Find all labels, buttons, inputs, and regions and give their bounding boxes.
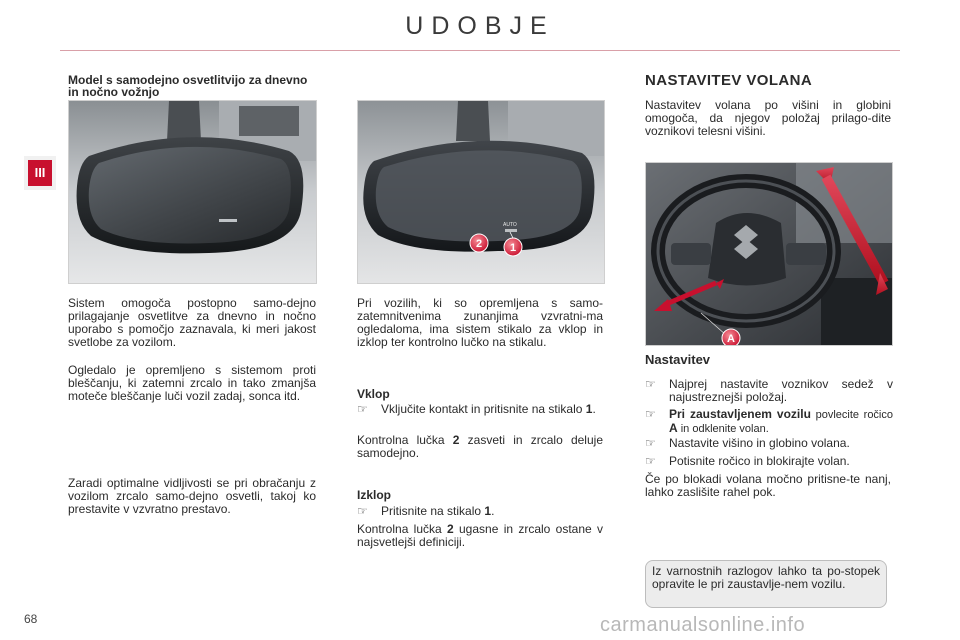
- paragraph-anti-glare: Ogledalo je opremljeno s sistemom proti bleščanju, ki zatemni zrcalo in tako zmanjša moteče bleščanje luči vozil zadaj, sonca itd.: [68, 363, 316, 403]
- steering-wheel-photo: [645, 162, 893, 346]
- list-item-seat: ☞ Najprej nastavite voznikov sedež v najustreznejši položaj.: [645, 377, 893, 404]
- pointing-hand-icon: ☞: [645, 436, 656, 450]
- mirror-auto-label: AUTO: [503, 222, 517, 228]
- mirror-with-switch-image: [358, 101, 604, 283]
- page-number: 68: [24, 612, 38, 626]
- paragraph-izklop-lamp: Kontrolna lučka 2 ugasne in zrcalo ostane v najsvetlejši definiciji.: [357, 522, 603, 549]
- chapter-tab: III: [28, 160, 52, 186]
- paragraph-steering-intro: Nastavitev volana po višini in globini omogoča, da njegov položaj prilago-dite voznikovi telesni višini.: [645, 98, 891, 138]
- pointing-hand-icon: ☞: [357, 402, 368, 416]
- callout-2: 2: [475, 238, 483, 250]
- heading-vklop: Vklop: [357, 387, 390, 401]
- mirror-switch: [505, 229, 517, 232]
- list-item-vklop: ☞ Vključite kontakt in pritisnite na stikalo 1.: [357, 402, 596, 416]
- callout-a: A: [727, 333, 735, 345]
- list-item-lever: ☞ Pri zaustavljenem vozilu povlecite ročico A in odklenite volan.: [645, 407, 893, 435]
- callout-1: 1: [509, 242, 517, 254]
- paragraph-external-mirrors: Pri vozilih, ki so opremljena s samo-zatemnitvenima zunanjima vzvratni-ma ogledaloma, ima sistem stikalo za vklop in izklop ter kontrolno lučko na stikalu.: [357, 296, 603, 349]
- paragraph-click-sound: Če po blokadi volana močno pritisne-te nanj, lahko zaslišite rahel pok.: [645, 472, 891, 499]
- paragraph-vklop-lamp: Kontrolna lučka 2 zasveti in zrcalo deluje samodejno.: [357, 433, 603, 460]
- mirror-photo: [68, 100, 317, 284]
- section-heading-steering: NASTAVITEV VOLANA: [645, 72, 813, 89]
- pointing-hand-icon: ☞: [645, 407, 656, 421]
- safety-note: Iz varnostnih razlogov lahko ta po-stopek opravite le pri zaustavlje-nem vozilu.: [645, 560, 887, 608]
- pointing-hand-icon: ☞: [645, 377, 656, 391]
- page-title: UDOBJE: [405, 12, 555, 40]
- list-item-adjust: ☞ Nastavite višino in globino volana.: [645, 436, 850, 450]
- list-item-lock: ☞ Potisnite ročico in blokirajte volan.: [645, 454, 850, 468]
- header-divider: [60, 50, 900, 51]
- heading-nastavitev: Nastavitev: [645, 352, 711, 367]
- list-item-izklop: ☞ Pritisnite na stikalo 1.: [357, 504, 495, 518]
- paragraph-intro: Sistem omogoča postopno samo-dejno prilagajanje osvetlitve za dnevno in nočno uporabo s pomočjo zaznavala, ki meri jakost svetlobe za vozilom.: [68, 296, 316, 349]
- rear-view-mirror-image: [69, 101, 316, 283]
- section-heading-auto-dimming: Model s samodejno osvetlitvijo za dnevno in nočno vožnjo: [68, 73, 308, 99]
- paragraph-reverse: Zaradi optimalne vidljivosti se pri obračanju z vozilom zrcalo samo-dejno osvetli, takoj ko prestavite v vzvratno prestavo.: [68, 476, 316, 516]
- pointing-hand-icon: ☞: [645, 454, 656, 468]
- steering-wheel-image: [646, 163, 892, 345]
- heading-izklop: Izklop: [357, 488, 392, 502]
- mirror-switch-photo: [357, 100, 605, 284]
- watermark: carmanualsonline.info: [600, 614, 806, 636]
- pointing-hand-icon: ☞: [357, 504, 368, 518]
